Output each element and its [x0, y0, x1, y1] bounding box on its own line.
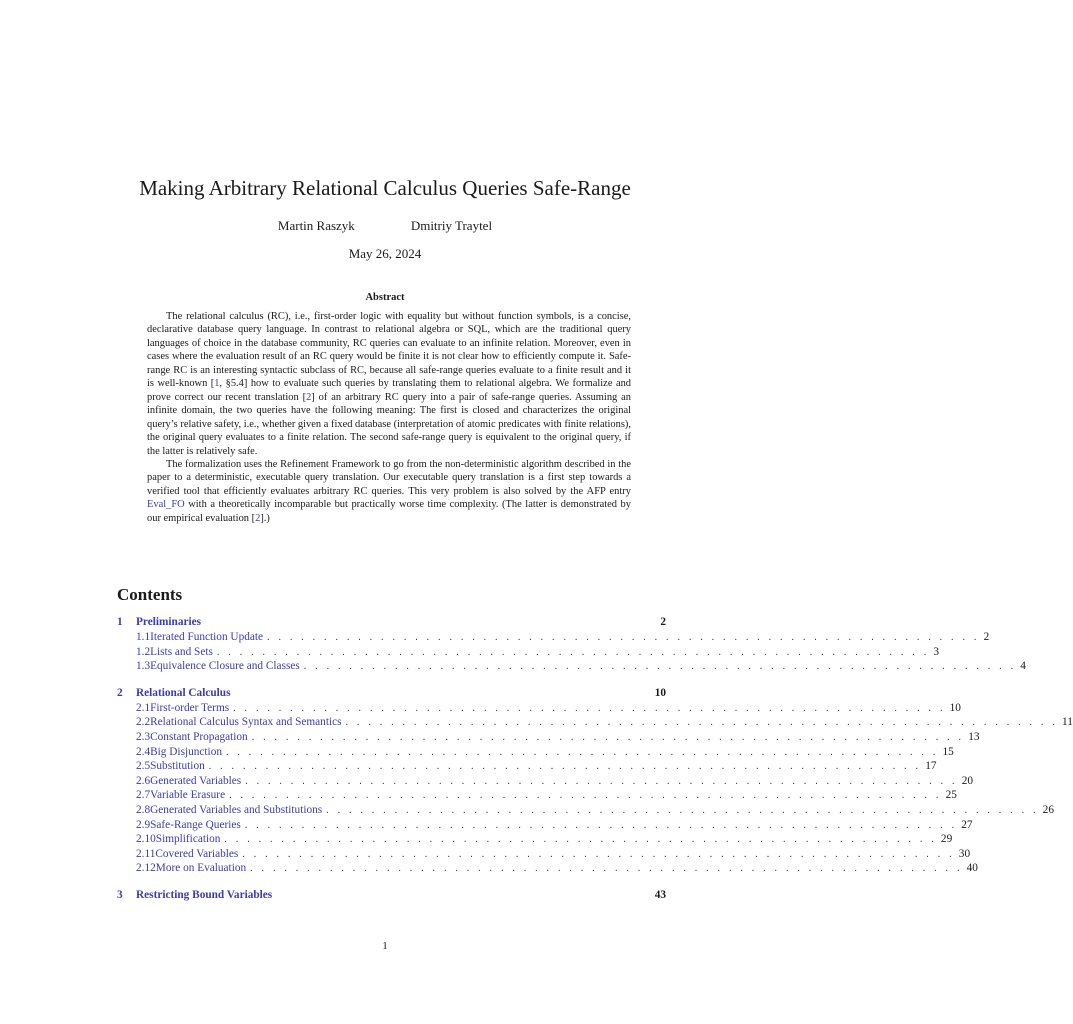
- contents-heading: Contents: [117, 585, 183, 604]
- toc-subsection-entry[interactable]: [117, 788, 957, 803]
- toc-subsection-title[interactable]: Variable Erasure: [150, 789, 226, 802]
- toc-subsection-title[interactable]: Lists and Sets: [150, 645, 213, 658]
- toc-section-entry[interactable]: [117, 615, 666, 630]
- toc-dot-leader: . . . . . . . . . . . . . . . . . . . . . . . . . . . . . . . . . . . . . . . . . . . . . . . . . . . . . . . . . . . . . . .: [216, 646, 930, 658]
- toc-page-number: 26: [1042, 803, 1054, 816]
- toc-subsection-number: 2.12: [136, 862, 156, 875]
- toc-subsection-entry[interactable]: [117, 759, 937, 774]
- toc-section-number: 2: [117, 686, 123, 699]
- toc-subsection-title[interactable]: First-order Terms: [150, 701, 230, 714]
- toc-dot-leader: . . . . . . . . . . . . . . . . . . . . . . . . . . . . . . . . . . . . . . . . . . . . . . . . . . . . . . . . . . . . . . .: [244, 819, 958, 831]
- toc-section-entry[interactable]: [117, 686, 666, 701]
- author-list: [0, 218, 770, 234]
- toc-subsection-title[interactable]: Generated Variables and Substitutions: [150, 803, 323, 816]
- abstract-paragraph: The formalization uses the Refinement Framework to go from the non-deterministic algorithm described in the paper to a deterministic, executable query translation. Our executable query translation is a first step towards a verified tool that efficiently evaluates arbitrary RC queries. This very problem is also solved by the AFP entry Eval_FO with a theoretically incomparable but practically worse time complexity. (The latter is demonstrated by our empirical evaluation [2].): [147, 458, 631, 524]
- toc-subsection-number: 2.8: [136, 803, 151, 816]
- toc-subsection-entry[interactable]: [117, 730, 980, 745]
- toc-subsection-entry[interactable]: [117, 715, 1073, 730]
- toc-subsection-number: 2.1: [136, 701, 151, 714]
- toc-subsection-number: 2.3: [136, 730, 151, 743]
- toc-page-number: 25: [945, 789, 957, 802]
- citation-link[interactable]: 2: [306, 391, 312, 403]
- abstract-heading: Abstract: [365, 292, 405, 303]
- toc-subsection-number: 2.11: [136, 847, 156, 860]
- toc-subsection-title[interactable]: Constant Propagation: [150, 730, 248, 743]
- paper-title: Making Arbitrary Relational Calculus Queries Safe-Range: [139, 176, 631, 200]
- toc-subsection-entry[interactable]: [117, 659, 1026, 674]
- paper-date: May 26, 2024: [348, 246, 422, 261]
- toc-subsection-title[interactable]: Covered Variables: [155, 847, 239, 860]
- toc-section-number: 1: [117, 616, 123, 628]
- toc-dot-leader: . . . . . . . . . . . . . . . . . . . . . . . . . . . . . . . . . . . . . . . . . . . . . . . . . . . . . . . . . . . . . . .: [242, 848, 955, 860]
- toc-dot-leader: . . . . . . . . . . . . . . . . . . . . . . . . . . . . . . . . . . . . . . . . . . . . . . . . . . . . . . . . . . . . . . .: [251, 731, 965, 743]
- abstract-paragraph: The relational calculus (RC), i.e., first-order logic with equality but without function symbols, is a concise, declarative database query language. In contrast to relational algebra or SQL, which are the traditional query languages of choice in the database community, RC queries can evaluate to an infinite relation. Moreover, even in cases where the evaluation result of an RC query would be finite it is not clear how to efficiently compute it. Safe-range RC is an interesting syntactic subclass of RC, because all safe-range queries evaluate to a finite result and it is well-known [1, §5.4] how to evaluate such queries by translating them to relational algebra. We formalize and prove correct our recent translation [2] of an arbitrary RC query into a pair of safe-range queries. Assuming an infinite domain, the two queries have the following meaning: The first is closed and characterizes the original query’s relative safety, i.e., whether given a fixed database (interpretation of atomic predicates with finite relations), the original query evaluates to a finite relation. The second safe-range query is equivalent to the original query, if the latter is relatively safe.: [147, 311, 632, 457]
- toc-section-entry[interactable]: [117, 888, 666, 903]
- abstract-body: [147, 310, 631, 525]
- toc-subsection-title[interactable]: Big Disjunction: [150, 745, 222, 758]
- toc-page-number: 20: [961, 774, 973, 787]
- toc-subsection-entry[interactable]: [117, 861, 978, 876]
- toc-subsection-entry[interactable]: [117, 803, 1054, 818]
- toc-dot-leader: . . . . . . . . . . . . . . . . . . . . . . . . . . . . . . . . . . . . . . . . . . . . . . . . . . . . . . . . . . . . . . .: [229, 790, 942, 802]
- page-number: 1: [382, 940, 388, 952]
- toc-page-number: 2: [983, 631, 990, 643]
- toc-subsection-title[interactable]: Substitution: [150, 760, 205, 773]
- toc-page-number: 2: [660, 616, 666, 628]
- toc-subsection-title[interactable]: More on Evaluation: [155, 862, 247, 875]
- toc-subsection-number: 1.3: [136, 660, 151, 673]
- toc-page-number: 11: [1062, 716, 1073, 729]
- toc-page-number: 10: [654, 686, 666, 699]
- toc-subsection-entry[interactable]: [117, 832, 953, 847]
- toc-dot-leader: . . . . . . . . . . . . . . . . . . . . . . . . . . . . . . . . . . . . . . . . . . . . . . . . . . . . . . . . . . . . . . .: [208, 761, 922, 773]
- toc-subsection-entry[interactable]: [117, 745, 954, 760]
- toc-subsection-entry[interactable]: [117, 818, 973, 833]
- toc-dot-leader: . . . . . . . . . . . . . . . . . . . . . . . . . . . . . . . . . . . . . . . . . . . . . . . . . . . . . . . . . . . . . . .: [226, 746, 939, 758]
- toc-page-number: 3: [933, 645, 940, 658]
- author-name: Martin Raszyk: [277, 218, 355, 233]
- toc-dot-leader: . . . . . . . . . . . . . . . . . . . . . . . . . . . . . . . . . . . . . . . . . . . . . . . . . . . . . . . . . . . . . . .: [326, 804, 1039, 816]
- toc-page-number: 29: [940, 833, 953, 846]
- toc-subsection-entry[interactable]: [117, 630, 990, 645]
- toc-subsection-number: 1.2: [136, 645, 151, 658]
- toc-subsection-number: 2.7: [136, 789, 151, 802]
- toc-section-title[interactable]: Restricting Bound Variables: [136, 888, 273, 901]
- toc-dot-leader: . . . . . . . . . . . . . . . . . . . . . . . . . . . . . . . . . . . . . . . . . . . . . . . . . . . . . . . . . . . . . . .: [303, 661, 1017, 673]
- toc-subsection-title[interactable]: Safe-Range Queries: [150, 818, 241, 831]
- toc-subsection-number: 2.9: [136, 818, 151, 831]
- toc-subsection-title[interactable]: Simplification: [155, 833, 221, 846]
- toc-dot-leader: . . . . . . . . . . . . . . . . . . . . . . . . . . . . . . . . . . . . . . . . . . . . . . . . . . . . . . . . . . . . . . .: [267, 632, 980, 643]
- toc-subsection-number: 1.1: [136, 631, 151, 643]
- toc-subsection-number: 2.10: [136, 833, 156, 846]
- toc-subsection-number: 2.2: [136, 716, 151, 729]
- toc-subsection-entry[interactable]: [117, 701, 961, 716]
- toc-subsection-entry[interactable]: [117, 847, 971, 862]
- toc-page-number: 13: [968, 730, 980, 743]
- toc-subsection-number: 2.6: [136, 774, 151, 787]
- toc-dot-leader: . . . . . . . . . . . . . . . . . . . . . . . . . . . . . . . . . . . . . . . . . . . . . . . . . . . . . . . . . . . . . . .: [233, 702, 946, 714]
- toc-subsection-entry[interactable]: [117, 645, 940, 660]
- toc-page-number: 43: [654, 888, 666, 901]
- toc-page-number: 27: [961, 818, 973, 831]
- toc-subsection-title[interactable]: Generated Variables: [150, 774, 242, 787]
- toc-page-number: 10: [949, 701, 961, 714]
- toc-section-title[interactable]: Relational Calculus: [136, 686, 231, 699]
- toc-page-number: 4: [1020, 660, 1026, 673]
- toc-section-number: 3: [117, 888, 123, 901]
- afp-entry-link[interactable]: Eval_FO: [147, 499, 185, 511]
- author-name: Dmitriy Traytel: [410, 218, 493, 233]
- toc-subsection-title[interactable]: Relational Calculus Syntax and Semantics: [150, 716, 342, 729]
- toc-page-number: 17: [925, 760, 937, 773]
- toc-subsection-number: 2.4: [136, 745, 151, 758]
- toc-dot-leader: . . . . . . . . . . . . . . . . . . . . . . . . . . . . . . . . . . . . . . . . . . . . . . . . . . . . . . . . . . . . . . .: [224, 834, 937, 846]
- toc-subsection-title[interactable]: Equivalence Closure and Classes: [150, 660, 300, 673]
- toc-subsection-entry[interactable]: [117, 774, 973, 789]
- toc-dot-leader: . . . . . . . . . . . . . . . . . . . . . . . . . . . . . . . . . . . . . . . . . . . . . . . . . . . . . . . . . . . . . . .: [250, 863, 963, 875]
- toc-page-number: 15: [942, 745, 954, 758]
- toc-section-title[interactable]: Preliminaries: [136, 616, 202, 628]
- toc-dot-leader: . . . . . . . . . . . . . . . . . . . . . . . . . . . . . . . . . . . . . . . . . . . . . . . . . . . . . . . . . . . . . . .: [245, 775, 958, 787]
- toc-page-number: 40: [966, 862, 978, 875]
- citation-link[interactable]: 2: [255, 512, 261, 524]
- citation-link[interactable]: 1: [214, 378, 220, 390]
- toc-dot-leader: . . . . . . . . . . . . . . . . . . . . . . . . . . . . . . . . . . . . . . . . . . . . . . . . . . . . . . . . . . . . . . .: [345, 717, 1059, 729]
- table-of-contents: [117, 615, 1073, 903]
- toc-subsection-title[interactable]: Iterated Function Update: [150, 631, 264, 643]
- toc-subsection-number: 2.5: [136, 760, 151, 773]
- toc-page-number: 30: [958, 847, 971, 860]
